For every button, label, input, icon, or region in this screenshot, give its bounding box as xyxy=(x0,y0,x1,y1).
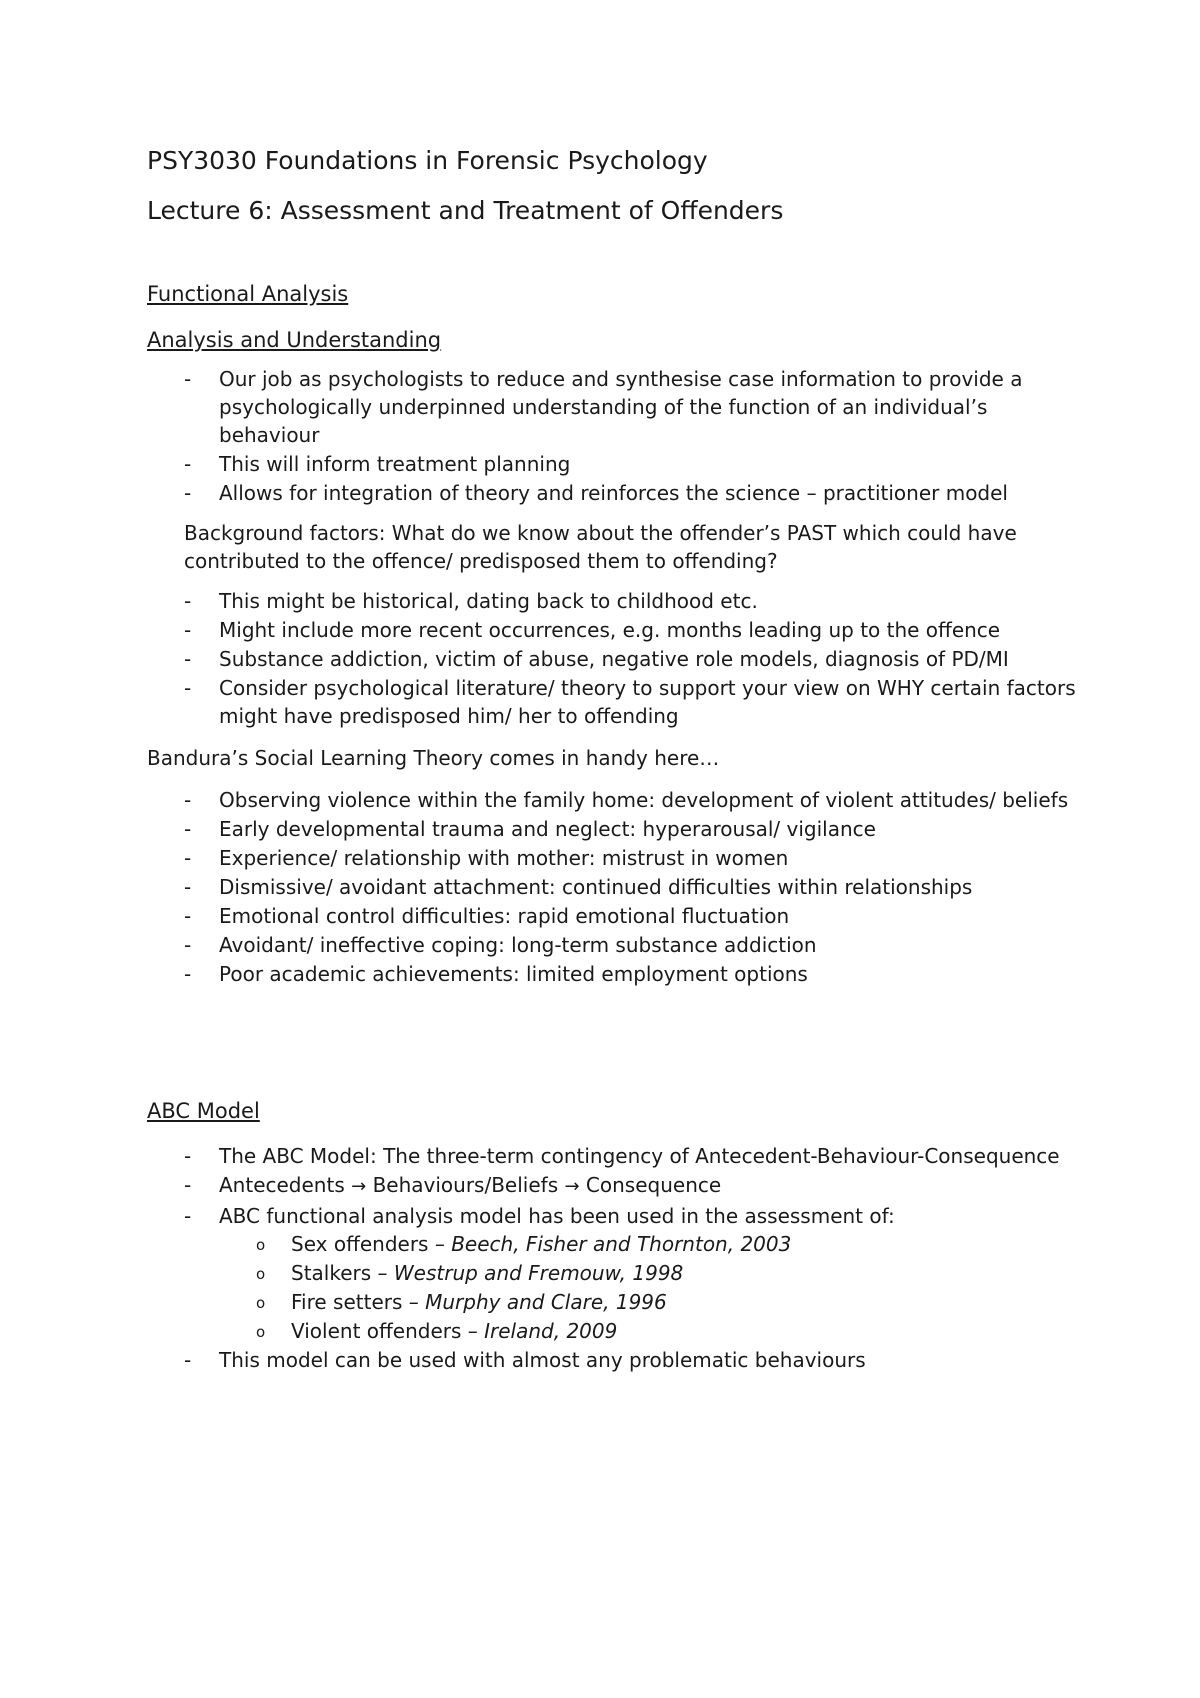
dash-marker: - xyxy=(184,481,192,505)
background-bullet-list xyxy=(147,587,1087,730)
list-item-text: Observing violence within the family home: development of violent attitudes/ beliefs xyxy=(219,788,1069,812)
list-item-text: Our job as psychologists to reduce and synthesise case information to provide a psychologically underpinned understanding of the function of an individual’s behaviour xyxy=(219,367,1023,447)
dash-marker: - xyxy=(184,676,192,700)
sublist-item-label: Fire setters – xyxy=(291,1290,426,1314)
list-item-text: Experience/ relationship with mother: mistrust in women xyxy=(219,846,789,870)
sublist-item xyxy=(219,1259,1087,1287)
dash-marker: - xyxy=(184,1348,192,1372)
sublist-item-label: Violent offenders – xyxy=(291,1319,485,1343)
list-item xyxy=(147,873,1087,901)
list-item-text: Avoidant/ ineffective coping: long-term substance addiction xyxy=(219,933,817,957)
section-heading-abc-model: ABC Model xyxy=(147,1099,260,1123)
list-item xyxy=(147,815,1087,843)
dash-marker: - xyxy=(184,875,192,899)
lecture-title: Lecture 6: Assessment and Treatment of Offenders xyxy=(147,196,784,225)
list-item xyxy=(147,786,1087,814)
course-title: PSY3030 Foundations in Forensic Psychology xyxy=(147,146,708,175)
background-factors-paragraph: Background factors: What do we know about the offender’s PAST which could have contributed to the offence/ predisposed them to offending? xyxy=(184,521,1017,573)
dash-marker: - xyxy=(184,1144,192,1168)
list-item-text: Dismissive/ avoidant attachment: continued difficulties within relationships xyxy=(219,875,973,899)
right-arrow-icon: → xyxy=(351,1176,367,1197)
list-item xyxy=(147,931,1087,959)
section-spacer xyxy=(147,998,1087,1096)
list-item-text: This model can be used with almost any problematic behaviours xyxy=(219,1348,866,1372)
bandura-paragraph: Bandura’s Social Learning Theory comes in handy here… xyxy=(147,746,720,770)
list-item xyxy=(147,1346,1087,1374)
abc-antecedents-text: Antecedents xyxy=(219,1173,345,1197)
document-page xyxy=(147,143,1087,1384)
dash-marker: - xyxy=(184,846,192,870)
dash-marker: - xyxy=(184,1204,192,1228)
dash-marker: - xyxy=(184,933,192,957)
sublist-item-citation: Murphy and Clare, 1996 xyxy=(425,1290,667,1314)
list-item-text: ABC functional analysis model has been used in the assessment of: xyxy=(219,1204,895,1228)
sublist-item-citation: Ireland, 2009 xyxy=(484,1319,618,1343)
circle-bullet-icon: o xyxy=(256,1265,266,1283)
sublist-item-label: Stalkers – xyxy=(291,1261,394,1285)
sublist-item xyxy=(219,1230,1087,1258)
list-item-text: Might include more recent occurrences, e.g. months leading up to the offence xyxy=(219,618,1001,642)
list-item xyxy=(147,674,1087,730)
list-item-text: Substance addiction, victim of abuse, negative role models, diagnosis of PD/MI xyxy=(219,647,1009,671)
list-item xyxy=(147,1142,1087,1170)
dash-marker: - xyxy=(184,367,192,391)
list-item xyxy=(147,1171,1087,1201)
sublist-item-label: Sex offenders – xyxy=(291,1232,452,1256)
circle-bullet-icon: o xyxy=(256,1294,266,1312)
list-item xyxy=(147,960,1087,988)
list-item-text: The ABC Model: The three-term contingency of Antecedent-Behaviour-Consequence xyxy=(219,1144,1060,1168)
list-item-text: This will inform treatment planning xyxy=(219,452,571,476)
dash-marker: - xyxy=(184,647,192,671)
list-item-text: Consider psychological literature/ theory to support your view on WHY certain factors might have predisposed him/ her to offending xyxy=(219,676,1076,728)
sublist-item xyxy=(219,1317,1087,1345)
abc-bullet-list xyxy=(147,1142,1087,1374)
circle-bullet-icon: o xyxy=(256,1236,266,1254)
dash-marker: - xyxy=(184,589,192,613)
list-item xyxy=(147,587,1087,615)
circle-bullet-icon: o xyxy=(256,1323,266,1341)
abc-consequence-text: Consequence xyxy=(585,1173,722,1197)
sublist-item xyxy=(219,1288,1087,1316)
dash-marker: - xyxy=(184,788,192,812)
right-arrow-icon: → xyxy=(564,1176,580,1197)
abc-behaviours-text: Behaviours/Beliefs xyxy=(372,1173,559,1197)
list-item-text: Emotional control difficulties: rapid emotional fluctuation xyxy=(219,904,790,928)
list-item xyxy=(147,902,1087,930)
list-item xyxy=(147,365,1087,449)
list-item xyxy=(147,479,1087,507)
abc-assessment-sublist xyxy=(219,1230,1087,1345)
list-item-text: Poor academic achievements: limited employment options xyxy=(219,962,808,986)
dash-marker: - xyxy=(184,452,192,476)
list-item-text: Allows for integration of theory and reinforces the science – practitioner model xyxy=(219,481,1008,505)
bandura-bullet-list xyxy=(147,786,1087,988)
dash-marker: - xyxy=(184,904,192,928)
dash-marker: - xyxy=(184,1173,192,1197)
list-item xyxy=(147,1202,1087,1345)
dash-marker: - xyxy=(184,962,192,986)
dash-marker: - xyxy=(184,817,192,841)
list-item xyxy=(147,844,1087,872)
list-item xyxy=(147,645,1087,673)
list-item-text: Early developmental trauma and neglect: hyperarousal/ vigilance xyxy=(219,817,876,841)
sublist-item-citation: Beech, Fisher and Thornton, 2003 xyxy=(451,1232,792,1256)
dash-marker: - xyxy=(184,618,192,642)
list-item xyxy=(147,450,1087,478)
subheading-analysis-understanding: Analysis and Understanding xyxy=(147,328,442,352)
section-heading-functional-analysis: Functional Analysis xyxy=(147,282,349,306)
list-item xyxy=(147,616,1087,644)
analysis-bullet-list xyxy=(147,365,1087,507)
sublist-item-citation: Westrup and Fremouw, 1998 xyxy=(393,1261,684,1285)
list-item-text: This might be historical, dating back to childhood etc. xyxy=(219,589,758,613)
